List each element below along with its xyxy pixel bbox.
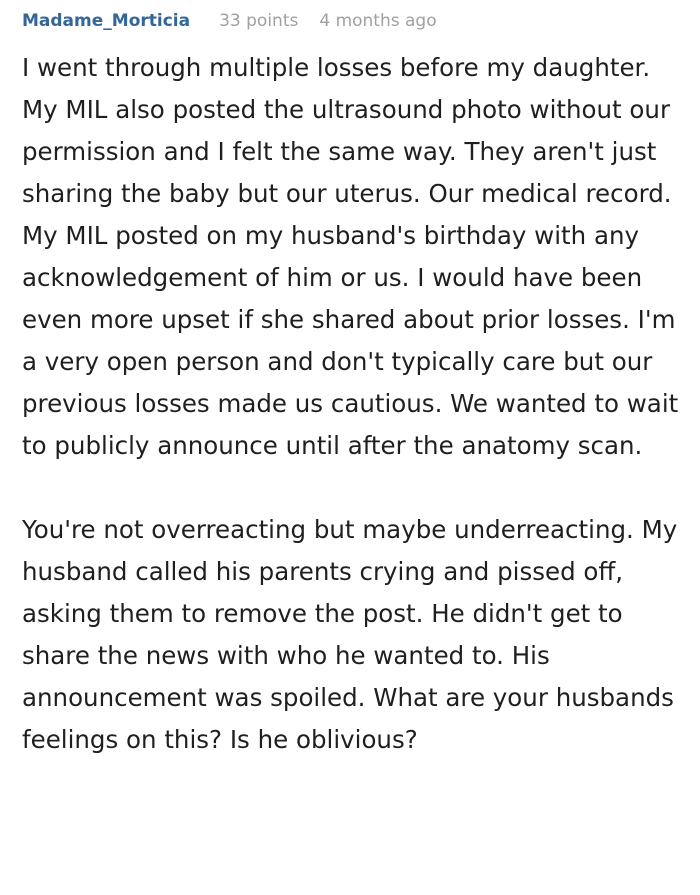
comment [22, 0, 692, 761]
author-link[interactable]: Madame_Morticia [22, 11, 191, 31]
comment-paragraph-2: You're not overreacting but maybe underreacting. My husband called his parents crying and pissed off, asking them to remove the post. He didn't get to share the news with who he wanted to. His announcement was spoiled. What are your husbands feelings on this? Is he oblivious? [22, 515, 678, 754]
comment-body [22, 47, 692, 761]
comment-paragraph-1: I went through multiple losses before my daughter. My MIL also posted the ultrasound photo without our permission and I felt the same way. They aren't just sharing the baby but our uterus. Our medical record. My MIL posted on my husband's birthday with any acknowledgement of him or us. I would have been even more upset if she shared about prior losses. I'm a very open person and don't typically care but our previous losses made us cautious. We wanted to wait to publicly announce until after the anatomy scan. [22, 53, 679, 460]
timestamp: 4 months ago [319, 11, 437, 31]
points-count: 33 points [219, 11, 299, 31]
comment-meta [22, 0, 692, 40]
